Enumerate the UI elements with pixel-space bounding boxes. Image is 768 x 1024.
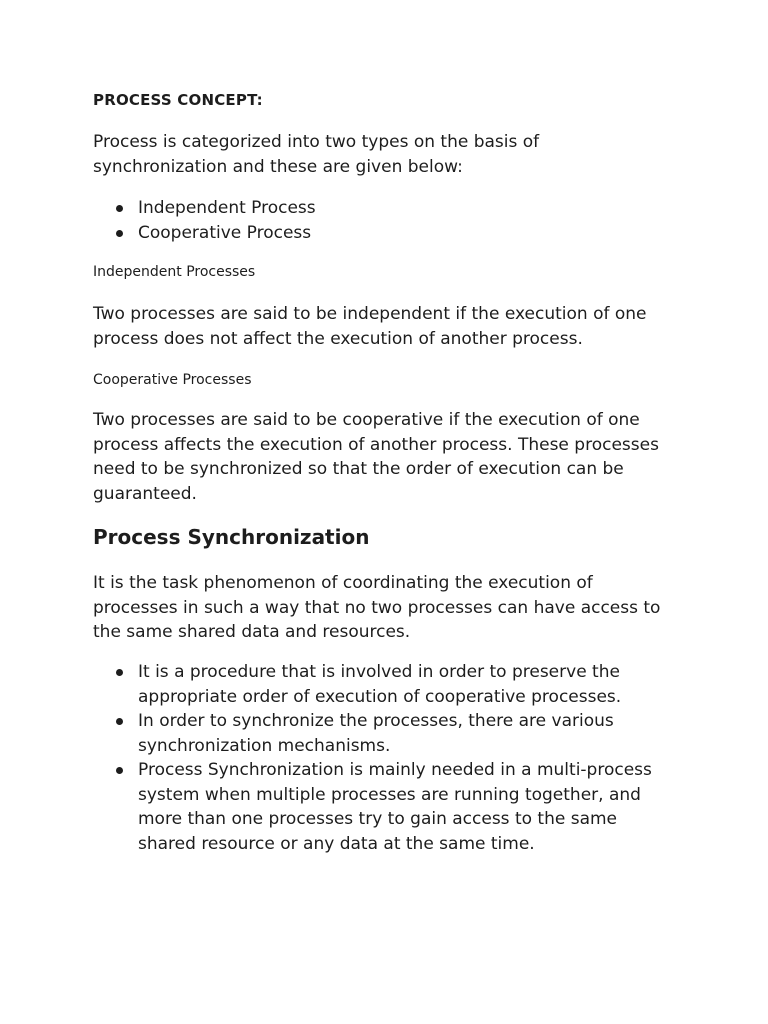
list-item-text: Independent Process (138, 198, 316, 218)
concept-heading: PROCESS CONCEPT: (93, 91, 263, 109)
synchronization-title: Process Synchronization (93, 525, 370, 549)
list-item (93, 196, 673, 221)
bullet-icon (116, 718, 123, 725)
bullet-icon (116, 767, 123, 774)
intro-paragraph: Process is categorized into two types on the basis of synchronization and these are given below: (93, 132, 540, 177)
cooperative-paragraph: Two processes are said to be cooperative if the execution of one process affects the execution of another process. These processes need to be synchronized so that the order of execution can be guaranteed. (93, 410, 659, 504)
bullet-icon (116, 669, 123, 676)
independent-heading: Independent Processes (93, 264, 256, 280)
synchronization-paragraph: It is the task phenomenon of coordinating the execution of processes in such a way that no two processes can have access to the same shared data and resources. (93, 573, 661, 642)
list-item-text: Process Synchronization is mainly needed in a multi-process system when multiple processes are running together, and more than one processes try to gain access to the same shared resource or any data at the same time. (138, 760, 652, 854)
list-item-text: In order to synchronize the processes, there are various synchronization mechanisms. (138, 711, 614, 756)
list-item (93, 660, 673, 709)
bullet-icon (116, 230, 123, 237)
list-item-text: Cooperative Process (138, 222, 312, 243)
list-item (93, 758, 673, 856)
process-types-list (93, 196, 673, 245)
cooperative-heading: Cooperative Processes (93, 372, 252, 388)
bullet-icon (116, 205, 123, 212)
list-item-text: It is a procedure that is involved in order to preserve the appropriate order of execution of cooperative processes. (138, 662, 622, 707)
list-item (93, 709, 673, 758)
independent-paragraph: Two processes are said to be independent if the execution of one process does not affect the execution of another process. (93, 304, 647, 349)
list-item (93, 221, 673, 246)
synchronization-points-list (93, 660, 673, 856)
